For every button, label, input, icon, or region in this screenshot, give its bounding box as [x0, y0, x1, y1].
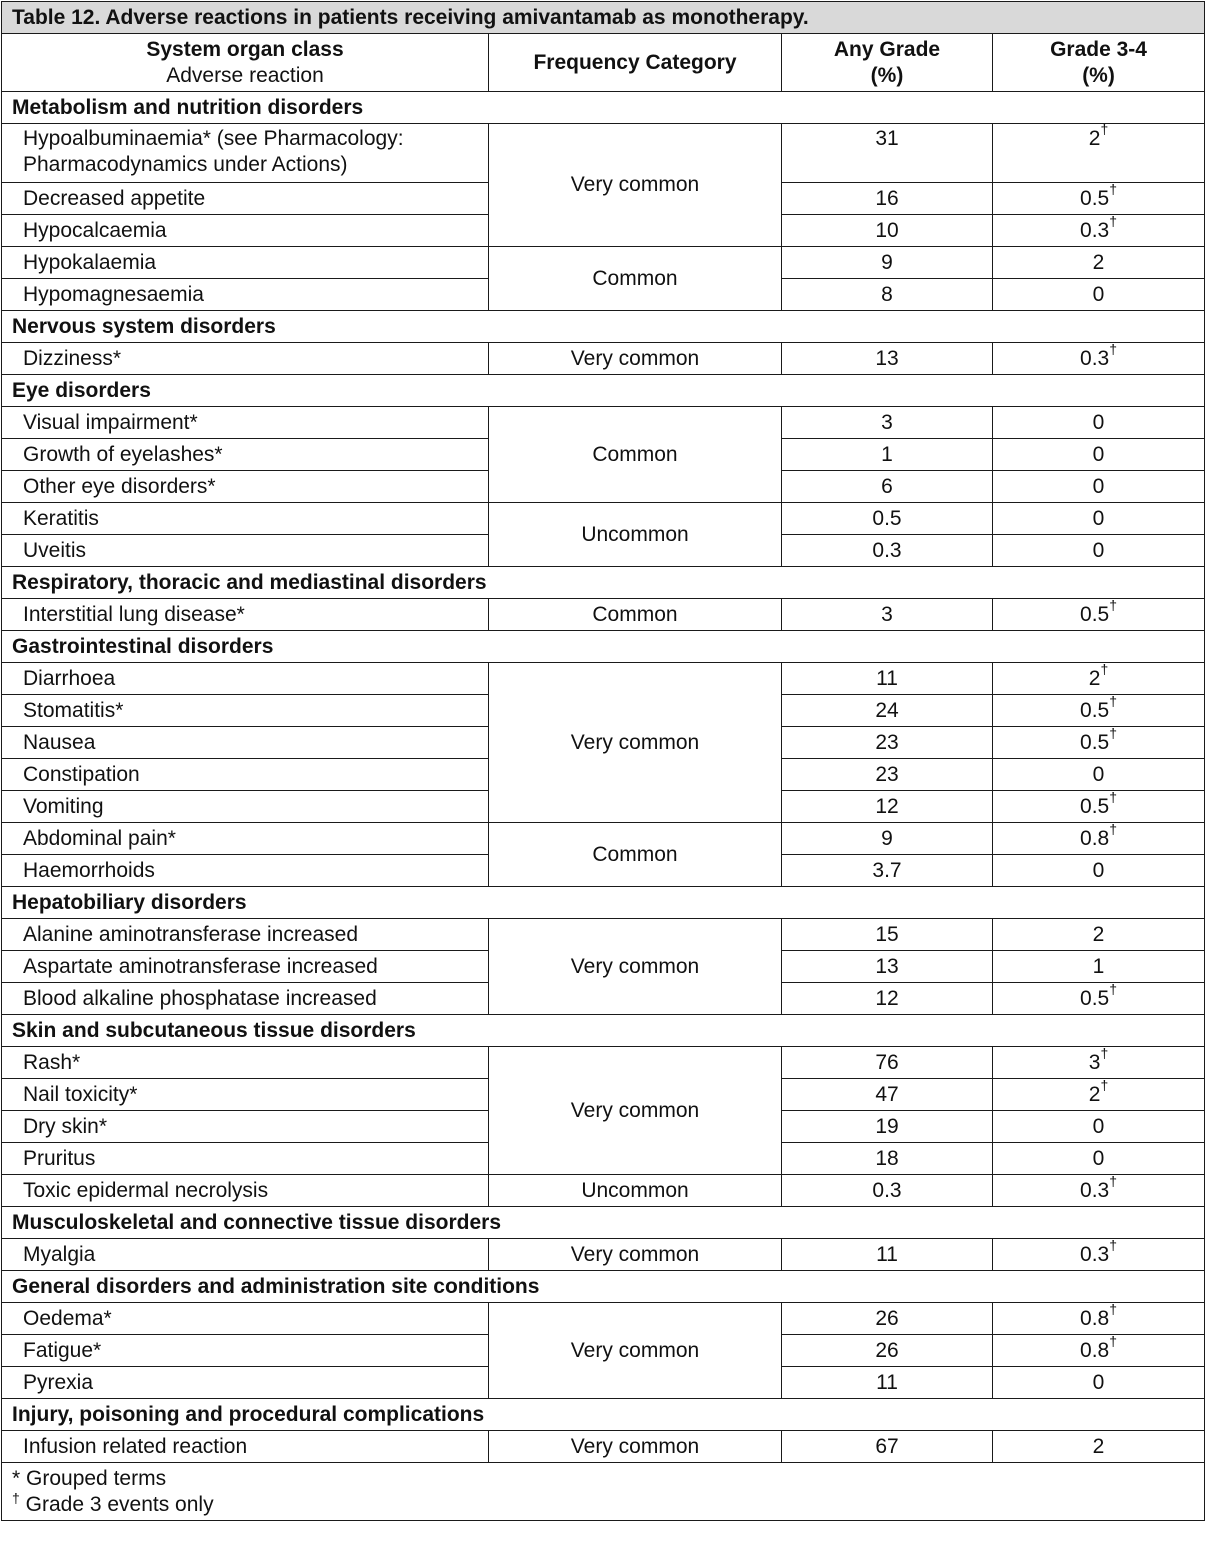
adverse-reaction: Stomatitis*	[2, 695, 489, 727]
header-col1-line2: Adverse reaction	[166, 63, 324, 87]
grade-3-4-value: 0.3	[1080, 1178, 1110, 1202]
grade-3-4-cell	[993, 121, 1205, 183]
table-caption: Table 12. Adverse reactions in patients receiving amivantamab as monotherapy.	[2, 2, 1205, 34]
grade-3-4-cell	[993, 660, 1205, 695]
grade-3-4-value: 2	[1088, 1082, 1101, 1106]
grade-3-4-value: 0	[1092, 410, 1105, 434]
grade-3-4-cell	[993, 1111, 1205, 1143]
adverse-reaction: Aspartate aminotransferase increased	[2, 951, 489, 983]
table-row	[2, 1047, 1205, 1079]
grade-3-4-cell	[993, 212, 1205, 247]
system-organ-class: Injury, poisoning and procedural complications	[2, 1399, 1205, 1431]
table-row	[2, 343, 1205, 375]
dagger-mark: †	[1109, 1332, 1118, 1349]
soc-row	[2, 1399, 1205, 1431]
any-grade-value: 0.3	[782, 1175, 993, 1207]
adverse-reaction: Hypomagnesaemia	[2, 279, 489, 311]
grade-3-4-value: 3	[1088, 1050, 1101, 1074]
system-organ-class: Eye disorders	[2, 375, 1205, 407]
any-grade-value: 12	[782, 791, 993, 823]
grade-3-4-cell	[993, 1044, 1205, 1079]
frequency-category: Common	[489, 247, 782, 311]
any-grade-value: 8	[782, 279, 993, 311]
system-organ-class: Musculoskeletal and connective tissue disorders	[2, 1207, 1205, 1239]
adverse-reaction: Pruritus	[2, 1143, 489, 1175]
grade-3-4-cell	[993, 1332, 1205, 1367]
any-grade-value: 23	[782, 759, 993, 791]
grade-3-4-value: 0.5	[1080, 698, 1110, 722]
system-organ-class: Hepatobiliary disorders	[2, 887, 1205, 919]
soc-row	[2, 567, 1205, 599]
any-grade-value: 6	[782, 471, 993, 503]
frequency-category: Common	[489, 407, 782, 503]
grade-3-4-value: 0.5	[1080, 986, 1110, 1010]
header-col4-line1: Grade 3-4	[1050, 37, 1147, 61]
grade-3-4-cell	[993, 471, 1205, 503]
grade-3-4-cell	[993, 1300, 1205, 1335]
adverse-reaction: Alanine aminotransferase increased	[2, 919, 489, 951]
system-organ-class: Nervous system disorders	[2, 311, 1205, 343]
grade-3-4-cell	[993, 724, 1205, 759]
dagger-mark: †	[1109, 1300, 1118, 1317]
table-row	[2, 1175, 1205, 1207]
frequency-category: Very common	[489, 343, 782, 375]
grade-3-4-cell	[993, 1172, 1205, 1207]
any-grade-value: 16	[782, 183, 993, 215]
adverse-reaction: Diarrhoea	[2, 663, 489, 695]
dagger-mark: †	[1109, 180, 1118, 197]
adverse-reaction: Hypoalbuminaemia* (see Pharmacology: Pharmacodynamics under Actions)	[2, 124, 489, 183]
adverse-reaction: Hypokalaemia	[2, 247, 489, 279]
system-organ-class: Respiratory, thoracic and mediastinal disorders	[2, 567, 1205, 599]
grade-3-4-cell	[993, 759, 1205, 791]
grade-3-4-value: 2	[1088, 127, 1101, 150]
table-row	[2, 407, 1205, 439]
dagger-mark: †	[1109, 1236, 1118, 1253]
grade-3-4-value: 0.8	[1080, 1338, 1110, 1362]
grade-3-4-value: 0.3	[1080, 1242, 1110, 1266]
any-grade-value: 26	[782, 1303, 993, 1335]
any-grade-value: 11	[782, 663, 993, 695]
header-frequency-category: Frequency Category	[489, 34, 782, 92]
frequency-category: Very common	[489, 663, 782, 823]
table-row	[2, 124, 1205, 183]
header-col1-line1: System organ class	[146, 37, 344, 61]
any-grade-value: 23	[782, 727, 993, 759]
grade-3-4-value: 0	[1092, 282, 1105, 306]
grade-3-4-value: 0.3	[1080, 218, 1110, 242]
any-grade-value: 12	[782, 983, 993, 1015]
dagger-mark: †	[1100, 121, 1109, 137]
adverse-reaction: Uveitis	[2, 535, 489, 567]
table-row	[2, 919, 1205, 951]
grade-3-4-value: 0.5	[1080, 186, 1110, 210]
soc-row	[2, 375, 1205, 407]
any-grade-value: 3.7	[782, 855, 993, 887]
frequency-category: Very common	[489, 1431, 782, 1463]
any-grade-value: 18	[782, 1143, 993, 1175]
adverse-reaction: Fatigue*	[2, 1335, 489, 1367]
header-col4-line2: (%)	[1082, 63, 1115, 87]
grade-3-4-value: 0	[1092, 762, 1105, 786]
any-grade-value: 24	[782, 695, 993, 727]
any-grade-value: 9	[782, 823, 993, 855]
any-grade-value: 0.5	[782, 503, 993, 535]
grade-3-4-value: 0.8	[1080, 826, 1110, 850]
any-grade-value: 3	[782, 407, 993, 439]
header-col3-line1: Any Grade	[833, 37, 941, 61]
footnote-grouped-terms: * Grouped terms	[12, 1466, 167, 1490]
grade-3-4-value: 2	[1092, 1434, 1105, 1458]
grade-3-4-cell	[993, 503, 1205, 535]
dagger-mark: †	[1100, 1076, 1109, 1093]
adverse-reaction: Myalgia	[2, 1239, 489, 1271]
grade-3-4-value: 0	[1092, 474, 1105, 498]
grade-3-4-cell	[993, 919, 1205, 951]
any-grade-value: 1	[782, 439, 993, 471]
any-grade-value: 19	[782, 1111, 993, 1143]
adverse-reaction: Growth of eyelashes*	[2, 439, 489, 471]
grade-3-4-cell	[993, 596, 1205, 631]
grade-3-4-cell	[993, 407, 1205, 439]
table-row	[2, 1239, 1205, 1271]
frequency-category: Very common	[489, 1303, 782, 1399]
adverse-reaction: Interstitial lung disease*	[2, 599, 489, 631]
header-col3-line2: (%)	[870, 63, 904, 87]
footnotes	[2, 1463, 1205, 1521]
adverse-reaction: Nausea	[2, 727, 489, 759]
grade-3-4-cell	[993, 247, 1205, 279]
frequency-category: Very common	[489, 1047, 782, 1175]
any-grade-value: 9	[782, 247, 993, 279]
grade-3-4-value: 0.3	[1080, 346, 1110, 370]
system-organ-class: General disorders and administration site conditions	[2, 1271, 1205, 1303]
adverse-reaction: Pyrexia	[2, 1367, 489, 1399]
grade-3-4-cell	[993, 1236, 1205, 1271]
dagger-mark: †	[1109, 724, 1118, 741]
grade-3-4-value: 2	[1092, 250, 1105, 274]
any-grade-value: 13	[782, 343, 993, 375]
table-row	[2, 599, 1205, 631]
footnote-row	[2, 1463, 1205, 1521]
grade-3-4-cell	[993, 1143, 1205, 1175]
grade-3-4-value: 0	[1092, 538, 1105, 562]
any-grade-value: 26	[782, 1335, 993, 1367]
system-organ-class: Metabolism and nutrition disorders	[2, 92, 1205, 124]
grade-3-4-cell	[993, 855, 1205, 887]
adverse-reaction: Rash*	[2, 1047, 489, 1079]
footnote-dagger: †	[12, 1489, 20, 1506]
grade-3-4-cell	[993, 980, 1205, 1015]
soc-row	[2, 631, 1205, 663]
grade-3-4-value: 0	[1092, 858, 1105, 882]
adverse-reaction: Constipation	[2, 759, 489, 791]
dagger-mark: †	[1109, 596, 1118, 613]
soc-row	[2, 1271, 1205, 1303]
grade-3-4-value: 0	[1092, 442, 1105, 466]
frequency-category: Very common	[489, 124, 782, 247]
grade-3-4-value: 0	[1092, 1370, 1105, 1394]
adverse-reaction: Infusion related reaction	[2, 1431, 489, 1463]
document-page	[0, 1, 1205, 1568]
dagger-mark: †	[1109, 788, 1118, 805]
dagger-mark: †	[1100, 1044, 1109, 1061]
table-row	[2, 1431, 1205, 1463]
frequency-category: Very common	[489, 919, 782, 1015]
adverse-reaction: Oedema*	[2, 1303, 489, 1335]
grade-3-4-value: 0	[1092, 1146, 1105, 1170]
adverse-reaction: Haemorrhoids	[2, 855, 489, 887]
adverse-reaction: Visual impairment*	[2, 407, 489, 439]
table-row	[2, 663, 1205, 695]
grade-3-4-cell	[993, 788, 1205, 823]
any-grade-value: 11	[782, 1367, 993, 1399]
grade-3-4-value: 0.5	[1080, 602, 1110, 626]
adverse-reaction: Blood alkaline phosphatase increased	[2, 983, 489, 1015]
grade-3-4-cell	[993, 1431, 1205, 1463]
adverse-reaction: Dry skin*	[2, 1111, 489, 1143]
dagger-mark: †	[1109, 820, 1118, 837]
soc-row	[2, 1207, 1205, 1239]
frequency-category: Common	[489, 599, 782, 631]
frequency-category: Very common	[489, 1239, 782, 1271]
footnote-grade3-text: Grade 3 events only	[19, 1492, 214, 1516]
dagger-mark: †	[1109, 340, 1118, 357]
any-grade-value: 3	[782, 599, 993, 631]
grade-3-4-value: 0	[1092, 1114, 1105, 1138]
grade-3-4-value: 0.5	[1080, 730, 1110, 754]
grade-3-4-cell	[993, 535, 1205, 567]
dagger-mark: †	[1109, 1172, 1118, 1189]
adverse-reaction: Abdominal pain*	[2, 823, 489, 855]
adverse-reaction: Toxic epidermal necrolysis	[2, 1175, 489, 1207]
adverse-reaction: Nail toxicity*	[2, 1079, 489, 1111]
frequency-category: Uncommon	[489, 503, 782, 567]
header-grade-3-4	[993, 34, 1205, 92]
adverse-reactions-table	[1, 1, 1205, 1521]
system-organ-class: Skin and subcutaneous tissue disorders	[2, 1015, 1205, 1047]
caption-row	[2, 2, 1205, 34]
grade-3-4-cell	[993, 180, 1205, 215]
adverse-reaction: Other eye disorders*	[2, 471, 489, 503]
any-grade-value: 11	[782, 1239, 993, 1271]
grade-3-4-cell	[993, 1076, 1205, 1111]
footnote-grade3	[12, 1489, 1204, 1518]
grade-3-4-value: 0.5	[1080, 794, 1110, 818]
table-row	[2, 247, 1205, 279]
adverse-reaction: Vomiting	[2, 791, 489, 823]
soc-row	[2, 1015, 1205, 1047]
grade-3-4-value: 1	[1092, 954, 1105, 978]
dagger-mark: †	[1109, 692, 1118, 709]
grade-3-4-cell	[993, 439, 1205, 471]
grade-3-4-value: 2	[1092, 922, 1105, 946]
adverse-reaction: Decreased appetite	[2, 183, 489, 215]
soc-row	[2, 92, 1205, 124]
grade-3-4-cell	[993, 340, 1205, 375]
table-row	[2, 823, 1205, 855]
any-grade-value: 76	[782, 1047, 993, 1079]
grade-3-4-cell	[993, 951, 1205, 983]
soc-row	[2, 311, 1205, 343]
grade-3-4-cell	[993, 1367, 1205, 1399]
table-row	[2, 503, 1205, 535]
dagger-mark: †	[1109, 980, 1118, 997]
any-grade-value: 10	[782, 215, 993, 247]
dagger-mark: †	[1100, 660, 1109, 677]
grade-3-4-cell	[993, 820, 1205, 855]
system-organ-class: Gastrointestinal disorders	[2, 631, 1205, 663]
grade-3-4-value: 0.8	[1080, 1306, 1110, 1330]
any-grade-value: 31	[782, 124, 993, 183]
any-grade-value: 67	[782, 1431, 993, 1463]
grade-3-4-cell	[993, 279, 1205, 311]
grade-3-4-cell	[993, 692, 1205, 727]
any-grade-value: 15	[782, 919, 993, 951]
adverse-reaction: Hypocalcaemia	[2, 215, 489, 247]
adverse-reaction: Keratitis	[2, 503, 489, 535]
header-system-organ-class	[2, 34, 489, 92]
adverse-reaction: Dizziness*	[2, 343, 489, 375]
frequency-category: Uncommon	[489, 1175, 782, 1207]
any-grade-value: 13	[782, 951, 993, 983]
table-row	[2, 1303, 1205, 1335]
header-any-grade	[782, 34, 993, 92]
grade-3-4-value: 0	[1092, 506, 1105, 530]
any-grade-value: 0.3	[782, 535, 993, 567]
header-row	[2, 34, 1205, 92]
grade-3-4-value: 2	[1088, 666, 1101, 690]
any-grade-value: 47	[782, 1079, 993, 1111]
frequency-category: Common	[489, 823, 782, 887]
soc-row	[2, 887, 1205, 919]
dagger-mark: †	[1109, 212, 1118, 229]
